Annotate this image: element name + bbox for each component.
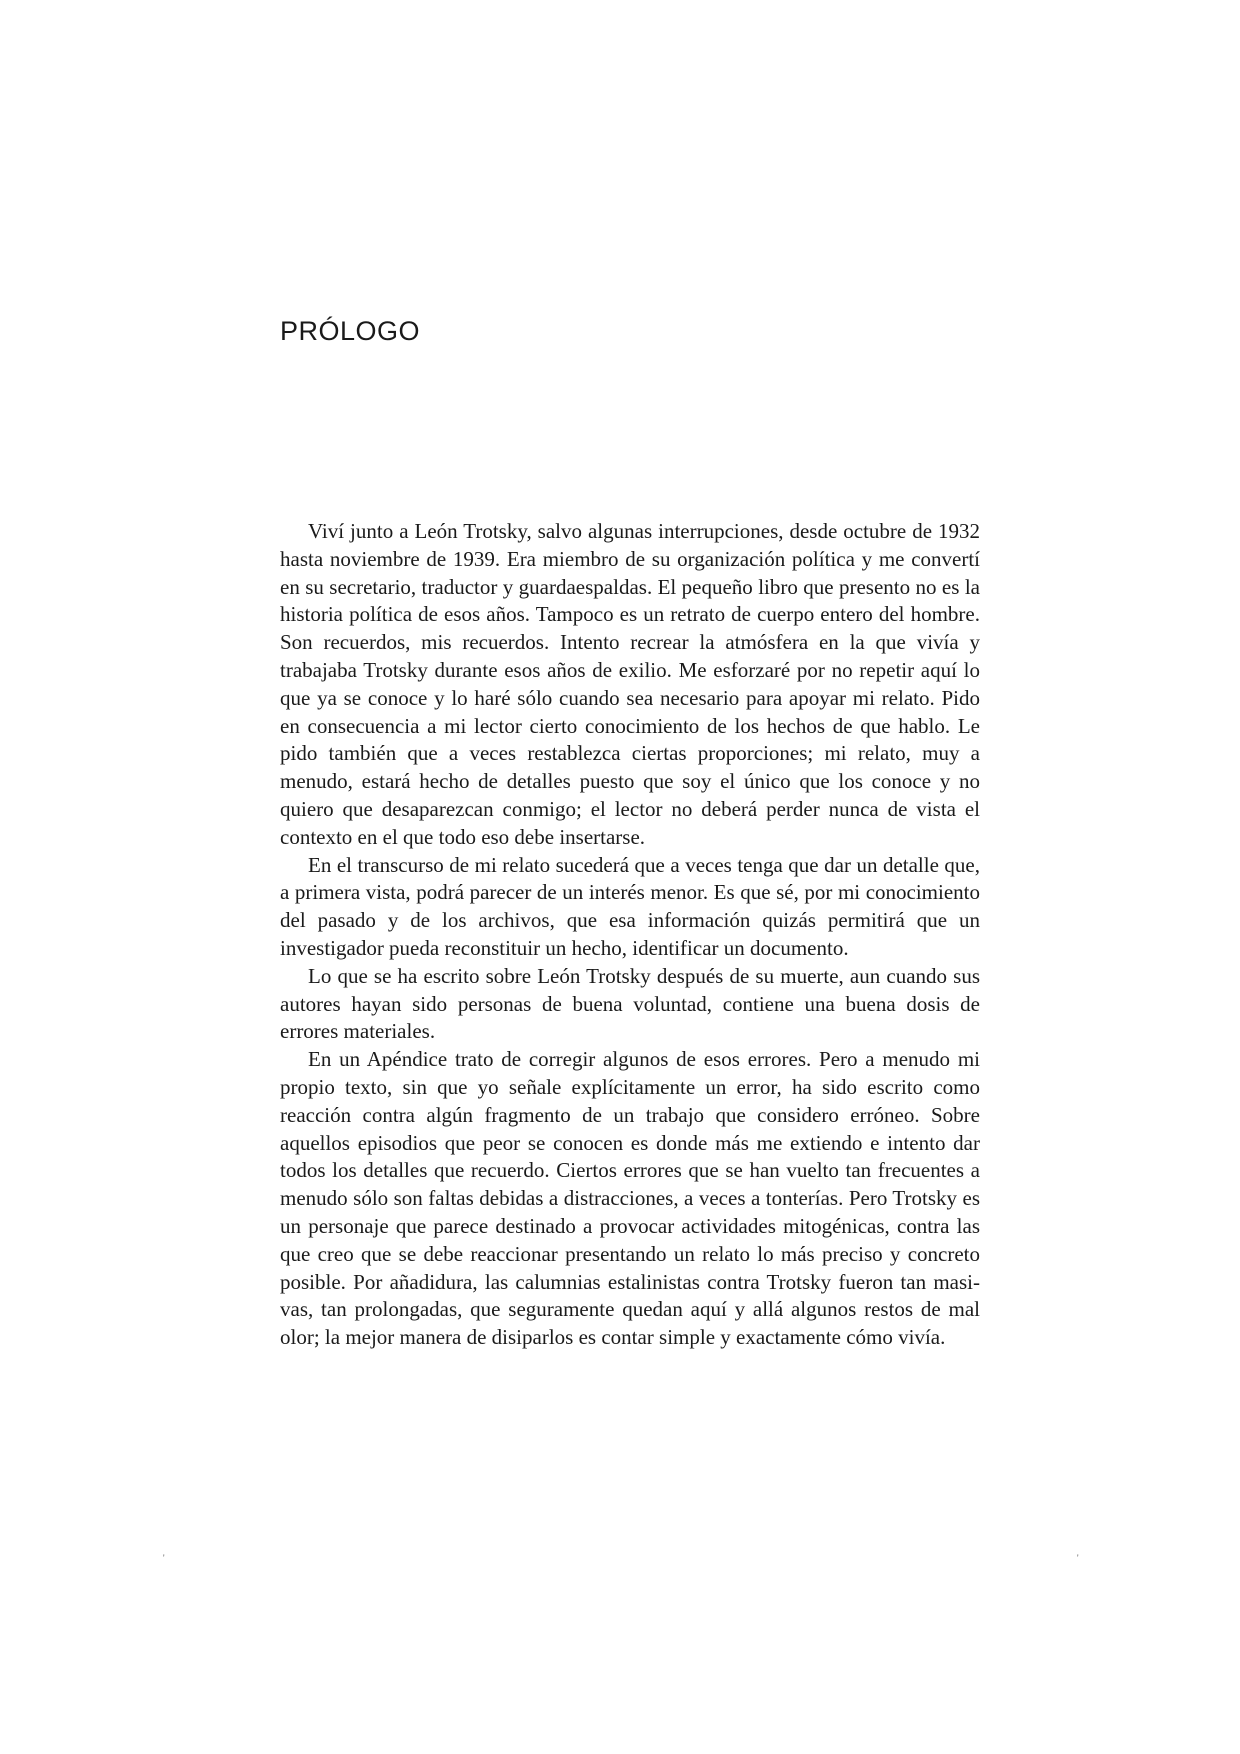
- paragraph: Lo que se ha escrito sobre León Trotsky después de su muerte, aun cuando sus autores hayan sido personas de buena voluntad, contiene una buena dosis de errores materiales.: [280, 963, 980, 1044]
- paragraph: En el transcurso de mi relato sucederá que a veces tenga que dar un detalle que, a primera vista, podrá parecer de un interés menor. Es que sé, por mi conocimiento del pasado y de los archivos, que esa información quizás permitirá que un investigador pueda reconstituir un hecho, identificar un documento.: [280, 852, 980, 960]
- paragraph: Viví junto a León Trotsky, salvo algunas interrupciones, desde octubre de 1932 hasta noviembre de 1939. Era miembro de su organización política y me convertí en su secretario, traductor y guardaespaldas. El pequeño libro que presento no es la historia política de esos años. Tampoco es un retrato de cuerpo entero del hombre. Son recuerdos, mis recuerdos. Intento recrear la atmósfera en la que vivía y trabajaba Trotsky durante esos años de exilio. Me esforzaré por no repetir aquí lo que ya se conoce y lo haré sólo cuando sea necesario para apoyar mi relato. Pido en consecuencia a mi lector cierto conocimiento de los hechos de que hablo. Le pido también que a veces restablezca ciertas proporciones; mi relato, muy a menudo, estará hecho de detalles puesto que soy el único que los conoce y no quiero que desaparezcan conmigo; el lector no deberá perder nunca de vista el contexto en el que todo eso debe insertarse.: [280, 519, 980, 849]
- paragraph: En un Apéndice trato de corregir algunos de esos errores. Pero a menudo mi propio texto, sin que yo señale explícitamente un error, ha sido escrito como reacción contra algún fragmento de un trabajo que considero erróneo. Sobre aquellos episodios que peor se conocen es donde más me extiendo e intento dar todos los detalles que recuerdo. Ciertos errores que se han vuelto tan frecuentes a menudo sólo son faltas debidas a distracciones, a veces a tonterías. Pero Trotsky es un personaje que parece destinado a provocar actividades mitogénicas, contra las que creo que se debe reaccionar presentando un relato lo más preciso y concreto posible. Por añadidura, las calumnias estalinistas contra Trotsky fueron tan masivas, tan prolongadas, que seguramente quedan aquí y allá algunos restos de mal olor; la mejor manera de disiparlos es contar simple y exactamente cómo vivía.: [280, 1047, 980, 1350]
- crop-mark-right: ': [1077, 1553, 1079, 1563]
- chapter-title: PRÓLOGO: [280, 316, 421, 346]
- crop-mark-left: ': [163, 1553, 165, 1563]
- prologue-body: [280, 518, 980, 1352]
